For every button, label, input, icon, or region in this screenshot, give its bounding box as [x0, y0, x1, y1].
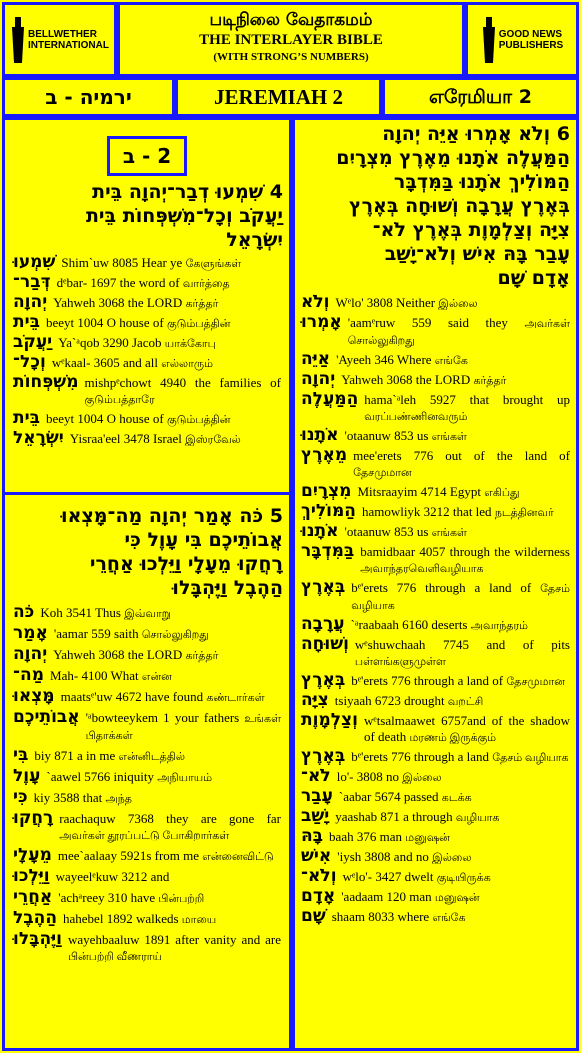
tamil-gloss: கர்த்தர் [473, 375, 507, 387]
tamil-gloss: இல்லை [438, 298, 478, 310]
hebrew-word: יִשְׂרָאֵל [13, 428, 64, 448]
english-gloss: mee'erets 776 out of the land of [353, 448, 570, 463]
tamil-gloss: எங்கே [434, 355, 468, 367]
interlinear-entry [13, 410, 281, 428]
english-gloss: bᵉ'erets 776 through a land of [351, 580, 532, 595]
english-gloss: shaam 8033 where [331, 909, 430, 924]
hebrew-word: וְצַלְמָוֶת [301, 710, 358, 730]
hebrew-word: וְלֹא [301, 292, 330, 312]
entry-gloss [335, 692, 570, 710]
tamil-gloss: என்ன [141, 671, 172, 683]
tamil-gloss: அவர்கள் சொல்லுகிறது [347, 318, 570, 347]
hebrew-word: מִשְׁפְּחוֹת [13, 372, 79, 392]
english-gloss: tsiyaah 6723 drought [334, 693, 445, 708]
hebrew-word: מִצְרָיִם [301, 481, 352, 501]
hebrew-word: וַיֶּהְבָּלוּ [13, 929, 63, 949]
entry-gloss [34, 789, 281, 807]
hebrew-word: שָׁם [301, 906, 326, 926]
hebrew-line: בְּאֶרֶץ עֲרָבָה וְשׁוּחָה בְּאֶרֶץ [349, 195, 570, 217]
interlinear-entry [13, 747, 281, 765]
bellwether-emblem-icon [10, 15, 26, 65]
chapter-badge: 2 - ב [107, 136, 187, 176]
hebrew-word: אָמַר [13, 623, 48, 643]
tamil-gloss: பின்பற்றி [158, 893, 205, 905]
left-logo-line2: INTERNATIONAL [28, 39, 109, 51]
entry-gloss [357, 483, 570, 501]
interlinear-entry [301, 636, 570, 670]
english-gloss: `ᵃraabaah 6160 deserts [350, 617, 468, 632]
interlinear-entry [13, 688, 281, 706]
hebrew-word: צִיָּה [301, 690, 329, 710]
entry-gloss [348, 314, 570, 349]
entry-gloss [86, 709, 281, 744]
interlinear-entry [301, 828, 570, 846]
hebrew-word: וְלֹא־ [301, 866, 337, 886]
interlinear-entry [301, 712, 570, 746]
tamil-gloss: எங்கள் [431, 431, 467, 443]
interlinear-entry [301, 808, 570, 826]
verse5-interlinear [5, 600, 289, 965]
hebrew-word: מֵאֶרֶץ [301, 445, 348, 465]
english-gloss: 'aadaam 120 man [341, 889, 432, 904]
hebrew-line: הַמּוֹלִיךְ אֹתָנוּ בַּמִּדְבָּר [393, 171, 570, 193]
tamil-gloss: யாக்கோபு [164, 338, 216, 350]
hebrew-word: יְהוָה [301, 369, 336, 389]
entry-gloss [58, 847, 281, 865]
verse5-hebrew [5, 500, 289, 600]
hebrew-word: בַּמִּדְבָּר [301, 541, 355, 561]
tamil-gloss: வரப்பண்ணினவரும் [364, 411, 468, 423]
page-subtitle: (WITH STRONG’S NUMBERS) [213, 51, 369, 63]
entry-gloss [59, 810, 281, 844]
english-gloss: 'iysh 3808 and no [337, 849, 429, 864]
english-gloss: hama`ᵃleh 5927 that brought up [364, 392, 570, 407]
tamil-gloss: மரணம் இருக்கும் [409, 732, 497, 744]
tamil-gloss: என்னைவிட்டு [202, 851, 274, 863]
english-gloss: lo'- 3808 no [336, 769, 400, 784]
entry-gloss [332, 908, 570, 926]
hebrew-word: וַיֵּלְכוּ [13, 866, 50, 886]
tamil-gloss: மனுஷன் [405, 832, 450, 844]
tamil-gloss: இல்லை [402, 772, 442, 784]
interlinear-entry [301, 371, 570, 389]
entry-gloss [351, 672, 570, 690]
english-gloss: Wᵉlo' 3808 Neither [335, 295, 436, 310]
tamil-gloss: குடும்பத்தின் [166, 318, 231, 330]
english-gloss: 'ᵃbowteeykem 1 your fathers [85, 710, 240, 725]
interlinear-entry [13, 789, 281, 807]
interlinear-entry [13, 354, 281, 372]
english-gloss: mee`aalaay 5921s from me [57, 848, 200, 863]
entry-gloss [61, 254, 281, 272]
entry-gloss [70, 430, 281, 448]
verse6-interlinear [295, 290, 576, 926]
verse6-panel [295, 122, 576, 1048]
hebrew-line: יִשְׂרָאֵל [226, 229, 283, 251]
hebrew-word: הַהֶבֶל [13, 908, 58, 928]
hebrew-word: יַעֲקֹב [13, 332, 53, 352]
english-gloss: wayeelᵉkuw 3212 and [55, 869, 170, 884]
english-gloss: Mah- 4100 What [50, 668, 139, 683]
hebrew-word: יְהוָה [13, 644, 48, 664]
english-gloss: Mitsraayim 4714 Egypt [357, 484, 481, 499]
interlinear-entry [13, 646, 281, 664]
interlinear-entry [301, 868, 570, 886]
hebrew-word: אִישׁ [301, 846, 332, 866]
hebrew-word: בְּאֶרֶץ [301, 577, 346, 597]
interlinear-entry [13, 294, 281, 312]
verse4-hebrew [5, 180, 289, 252]
hebrew-word: בְּאֶרֶץ [301, 670, 346, 690]
interlinear-entry [13, 314, 281, 332]
english-gloss: 'achᵃreey 310 have [58, 890, 156, 905]
tamil-book-label: எரேமியா 2 [382, 77, 579, 117]
hebrew-word: עָבַר [301, 786, 333, 806]
interlinear-entry [13, 889, 281, 907]
entry-gloss [364, 712, 570, 746]
tamil-gloss: எங்கள் [431, 527, 467, 539]
english-gloss: Koh 3541 Thus [40, 605, 121, 620]
entry-gloss [54, 625, 281, 643]
tamil-gloss: சொல்லுகிறது [141, 629, 209, 641]
interlinear-entry [301, 543, 570, 577]
hebrew-line: 6 וְלֹא אָמְרוּ אַיֵּה יְהוָה [382, 123, 570, 145]
hebrew-word: בֵּית [13, 312, 40, 332]
hebrew-word: רָחֲקוּ [13, 808, 54, 828]
hebrew-word: אַחֲרֵי [13, 887, 53, 907]
tamil-gloss: பள்ளங்களுமுள்ள [354, 656, 446, 668]
entry-gloss [85, 374, 281, 408]
hebrew-word: מֵעָלָי [13, 845, 52, 865]
hebrew-word: כִּי [13, 787, 28, 807]
tamil-gloss: அவாந்தரவெளிவழியாக [360, 563, 484, 575]
entry-gloss [57, 274, 281, 292]
entry-gloss [341, 888, 570, 906]
english-gloss: kiy 3588 that [33, 790, 103, 805]
english-gloss: Ya`ᵃqob 3290 Jacob [58, 335, 162, 350]
interlinear-entry [301, 294, 570, 312]
interlinear-entry [13, 625, 281, 643]
entry-gloss [336, 351, 570, 369]
tamil-gloss: எல்லாரும் [161, 358, 213, 370]
tamil-gloss: அவர்கள் தூரப்பட்டு போகிறார்கள் [59, 830, 230, 842]
interlinear-entry [301, 748, 570, 766]
hebrew-word: אַיֵּה [301, 349, 331, 369]
hebrew-line: 5 כֹּה אָמַר יְהוָה מַה־מָּצְאוּ [61, 505, 283, 527]
english-gloss: Yahweh 3068 the LORD [53, 647, 183, 662]
english-gloss: wayehbaaluw 1891 after vanity and are [68, 932, 281, 947]
hebrew-word: הַמַּעֲלֶה [301, 389, 359, 409]
hebrew-line: אָדָם שָׁם [497, 267, 570, 289]
entry-gloss [345, 427, 570, 445]
english-gloss: wᵉlo'- 3427 dwelt [342, 869, 434, 884]
hebrew-word: יְהוָה [13, 292, 48, 312]
entry-gloss [46, 410, 281, 428]
entry-gloss [335, 808, 570, 826]
verse6-hebrew [295, 122, 576, 290]
entry-gloss [63, 910, 281, 928]
entry-gloss [40, 604, 281, 622]
english-gloss: Shim`uw 8085 Hear ye [61, 255, 183, 270]
interlinear-entry [13, 910, 281, 928]
left-logo-line1: BELLWETHER [28, 28, 97, 40]
interlinear-entry [13, 374, 281, 408]
entry-gloss [351, 748, 570, 766]
title-block [117, 2, 465, 77]
hebrew-line: עָבַר בָּהּ אִישׁ וְלֹא־יָשַׁב [384, 243, 570, 265]
hebrew-line: הַהֶבֶל וַיֶּהְבָּלוּ [172, 577, 283, 599]
english-gloss: biy 871 a in me [34, 748, 116, 763]
entry-gloss [34, 747, 281, 765]
english-gloss: bᵉ'erets 776 through a land of [351, 673, 504, 688]
hebrew-word: עָוֶל [13, 766, 41, 786]
interlinear-entry [13, 931, 281, 965]
entry-gloss [351, 616, 570, 634]
tamil-gloss: வழியாக [455, 812, 500, 824]
entry-gloss [353, 447, 570, 481]
right-logo-line1: GOOD NEWS [498, 28, 563, 40]
entry-gloss [336, 294, 571, 312]
interlinear-entry [301, 523, 570, 541]
hebrew-word: אֲבוֹתֵיכֶם [13, 707, 80, 727]
interlinear-entry [13, 254, 281, 272]
tamil-gloss: மாயை [181, 914, 217, 926]
entry-gloss [362, 503, 570, 521]
interlinear-entry [13, 868, 281, 886]
english-gloss: Yahweh 3068 the LORD [341, 372, 471, 387]
entry-gloss [46, 314, 281, 332]
english-gloss: wᵉshuwchaah 7745 and of pits [354, 637, 570, 652]
tamil-gloss: அவாந்தரம் [470, 620, 529, 632]
english-gloss: 'otaanuw 853 us [344, 428, 429, 443]
interlinear-entry [13, 768, 281, 786]
tamil-gloss: குடும்பத்தின் [166, 414, 231, 426]
english-gloss: beeyt 1004 O house of [46, 411, 164, 426]
tamil-gloss: தேசமுமான [506, 676, 565, 688]
tamil-gloss: தேசம் வழியாக [492, 752, 569, 764]
tamil-gloss: இல்லை [432, 852, 472, 864]
tamil-gloss: எங்கே [432, 912, 466, 924]
entry-gloss [339, 788, 570, 806]
english-gloss: 'Ayeeh 346 Where [336, 352, 432, 367]
english-gloss: `aabar 5674 passed [338, 789, 439, 804]
entry-gloss [345, 523, 570, 541]
entry-gloss [351, 579, 570, 614]
tamil-gloss: பின்பற்றி வீணராய் [68, 951, 162, 963]
hebrew-word: יָשַׁב [301, 806, 330, 826]
entry-gloss [360, 543, 570, 577]
tamil-gloss: வறட்சி [447, 696, 484, 708]
entry-gloss [337, 848, 570, 866]
interlinear-entry [301, 672, 570, 690]
entry-gloss [53, 646, 281, 664]
english-book-label: JEREMIAH 2 [175, 77, 382, 117]
tamil-gloss: அநியாயம் [157, 772, 213, 784]
tamil-title: படிநிலை வேதாகமம் [209, 10, 373, 30]
verse4-interlinear [5, 252, 289, 448]
verse4-panel [5, 120, 289, 495]
hebrew-word: בֵּית [13, 408, 40, 428]
hebrew-line: יַעֲקֹב וְכָל־מִשְׁפְּחוֹת בֵּית [85, 205, 283, 227]
interlinear-entry [301, 616, 570, 634]
hebrew-word: אֹתָנוּ [301, 521, 339, 541]
interlinear-entry [13, 334, 281, 352]
hebrew-word: מַה־ [13, 665, 45, 685]
tamil-gloss: குடும்பத்தாரே [84, 394, 155, 406]
english-gloss: hahebel 1892 walkeds [63, 911, 179, 926]
hebrew-word: דְּבַר־ [13, 272, 51, 292]
tamil-gloss: என்னிடத்தில் [118, 751, 185, 763]
english-gloss: bamidbaar 4057 through the wilderness [360, 544, 570, 559]
tamil-gloss: உங்கள் பிதாக்கள் [85, 713, 281, 742]
tamil-gloss: இஸ்ரவேல் [185, 434, 241, 446]
hebrew-line: הַמַּעֲלֶה אֹתָנוּ מֵאֶרֶץ מִצְרָיִם [336, 147, 570, 169]
good-news-logo [465, 2, 579, 77]
hebrew-word: בִּי [13, 745, 29, 765]
entry-gloss [329, 828, 570, 846]
hebrew-word: לֹא־ [301, 766, 331, 786]
hebrew-line: צִיָּה וְצַלְמָוֶת בְּאֶרֶץ לֹא־ [372, 219, 570, 241]
english-gloss: 'otaanuw 853 us [344, 524, 429, 539]
entry-gloss [337, 768, 570, 786]
interlinear-entry [13, 667, 281, 685]
hebrew-word: עֲרָבָה [301, 614, 345, 634]
english-gloss: hamowliyk 3212 that led [361, 504, 492, 519]
interlinear-entry [301, 351, 570, 369]
english-gloss: 'aamᵉruw 559 said they [347, 315, 508, 330]
hebrew-book-label: ירמיה - ב [2, 77, 175, 117]
hebrew-word: וְשׁוּחָה [301, 634, 349, 654]
entry-gloss [341, 371, 570, 389]
entry-gloss [53, 294, 281, 312]
tamil-gloss: கேளுங்கள் [185, 258, 242, 270]
english-gloss: bᵉ'erets 776 through a land [351, 749, 490, 764]
english-gloss: `aawel 5766 iniquity [46, 769, 155, 784]
interlinear-entry [301, 314, 570, 349]
english-gloss: Yahweh 3068 the LORD [53, 295, 183, 310]
entry-gloss [46, 768, 281, 786]
hebrew-word: מָּצְאוּ [13, 686, 55, 706]
entry-gloss [355, 636, 570, 670]
tamil-gloss: அந்த [105, 793, 132, 805]
interlinear-entry [301, 908, 570, 926]
interlinear-entry [301, 888, 570, 906]
entry-gloss [52, 354, 281, 372]
interlinear-entry [13, 847, 281, 865]
hebrew-word: אֹתָנוּ [301, 425, 339, 445]
tamil-gloss: குடியிருக்க [436, 872, 491, 884]
tamil-gloss: தேசமுமான [353, 467, 412, 479]
english-gloss: beeyt 1004 O house of [46, 315, 164, 330]
english-gloss: maatsᵉ'uw 4672 have found [60, 689, 204, 704]
english-gloss: baah 376 man [329, 829, 402, 844]
interlinear-entry [13, 810, 281, 844]
hebrew-line: 4 שִׁמְעוּ דְבַר־יְהוָה בֵּית [92, 181, 283, 203]
tamil-gloss: கண்டார்கள் [206, 692, 265, 704]
hebrew-word: וְכָל־ [13, 352, 46, 372]
hebrew-word: אָמְרוּ [301, 312, 342, 332]
interlinear-entry [301, 391, 570, 425]
entry-gloss [58, 889, 281, 907]
hebrew-word: בְּאֶרֶץ [301, 746, 346, 766]
tamil-gloss: இவ்வாறு [124, 608, 171, 620]
tamil-gloss: கர்த்தர் [185, 298, 219, 310]
entry-gloss [58, 334, 281, 352]
tamil-gloss: வார்த்தை [182, 278, 230, 290]
english-gloss: Yisraa'eel 3478 Israel [69, 431, 182, 446]
interlinear-entry [301, 503, 570, 521]
entry-gloss [364, 391, 570, 425]
interlinear-entry [301, 427, 570, 445]
tamil-gloss: கர்த்தர் [185, 650, 219, 662]
entry-gloss [61, 688, 281, 706]
hebrew-line: אֲבוֹתֵיכֶם בִּי עָוֶל כִּי [124, 529, 283, 551]
english-gloss: wᵉtsalmaawet 6757and of the shadow of death [363, 713, 570, 744]
interlinear-entry [13, 274, 281, 292]
tamil-gloss: மனுஷன் [434, 892, 480, 904]
english-gloss: dᵉbar- 1697 the word of [56, 275, 180, 290]
good-news-emblem-icon [481, 15, 497, 65]
hebrew-word: הַמּוֹלִיךְ [301, 501, 356, 521]
verse5-panel [5, 500, 289, 1048]
tamil-gloss: கடக்க [441, 792, 472, 804]
interlinear-entry [301, 788, 570, 806]
english-gloss: 'aamar 559 saith [53, 626, 139, 641]
tamil-gloss: எகிப்து [484, 487, 520, 499]
english-gloss: raachaquw 7368 they are gone far [59, 811, 281, 826]
entry-gloss [50, 667, 281, 685]
tamil-gloss: நடத்தினவர் [494, 507, 554, 519]
right-logo-line2: PUBLISHERS [498, 39, 564, 51]
interlinear-entry [301, 692, 570, 710]
hebrew-line: רָחֲקוּ מֵעָלָי וַיֵּלְכוּ אַחֲרֵי [89, 553, 283, 575]
entry-gloss [343, 868, 570, 886]
interlinear-entry [301, 848, 570, 866]
interlinear-entry [301, 447, 570, 481]
interlinear-entry [301, 483, 570, 501]
tamil-gloss: தேசம் வழியாக [351, 583, 571, 612]
interlinear-entry [301, 768, 570, 786]
interlinear-entry [301, 579, 570, 614]
english-gloss: wᵉkaal- 3605 and all [51, 355, 159, 370]
page-title: THE INTERLAYER BIBLE [199, 32, 383, 48]
entry-gloss [68, 931, 281, 965]
english-gloss: yaashab 871 a through [335, 809, 453, 824]
hebrew-word: כֹּה [13, 602, 35, 622]
hebrew-word: בָּהּ [301, 826, 324, 846]
interlinear-entry [13, 604, 281, 622]
hebrew-word: אָדָם [301, 886, 336, 906]
entry-gloss [56, 868, 281, 886]
interlinear-entry [13, 430, 281, 448]
english-gloss: mishpᵉchowt 4940 the families of [84, 375, 281, 390]
bellwether-logo [2, 2, 117, 77]
interlinear-entry [13, 709, 281, 744]
hebrew-word: שִׁמְעוּ [13, 252, 56, 272]
